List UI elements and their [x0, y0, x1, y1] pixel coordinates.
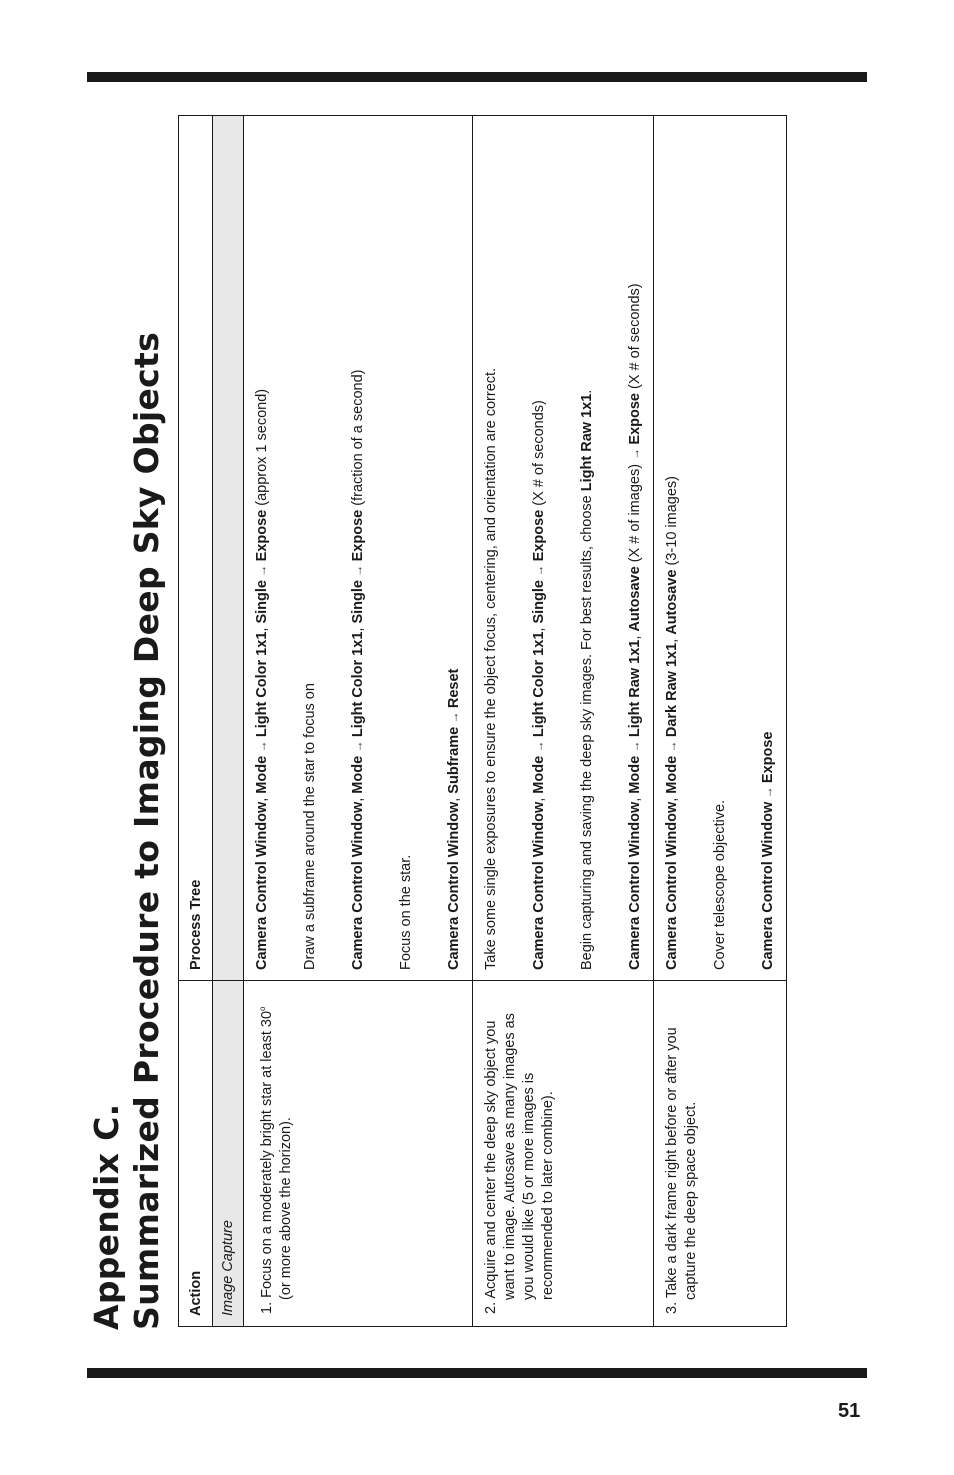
action-cell	[654, 981, 787, 1327]
process-cell	[654, 116, 787, 981]
arrow-icon: →	[628, 737, 642, 756]
section-label: Image Capture	[213, 981, 244, 1327]
action-text: 2. Acquire and center the deep sky object you want to image. Autosave as many images as you would like (5 or more images is recommended to later combine).	[483, 1013, 556, 1314]
process-step: Camera Control Window, Subframe → Reset	[446, 668, 462, 970]
process-step: Camera Control Window → Expose	[760, 731, 776, 970]
action-text: 1. Focus on a moderately bright star at least 30$^o$ (or more above the horizon).	[258, 1006, 294, 1314]
table-row	[244, 116, 473, 1327]
process-step: Camera Control Window, Mode → Light Color 1x1, Single → Expose (approx 1 second)	[254, 388, 270, 970]
process-step: Camera Control Window, Mode → Light Raw 1x1, Autosave (X # of images) → Expose (X # of seconds)	[627, 283, 643, 970]
degree-mark: o	[258, 1006, 267, 1011]
section-row	[213, 116, 244, 1327]
title-line-2: Summarized Procedure to Imaging Deep Sky Objects	[127, 331, 166, 1330]
arrow-icon: →	[628, 444, 642, 460]
page-title	[87, 110, 167, 1330]
procedure-table	[178, 115, 787, 1327]
arrow-icon: →	[532, 737, 546, 756]
title-line-1: Appendix C.	[87, 1103, 126, 1330]
arrow-icon: →	[447, 708, 461, 727]
arrow-icon: →	[255, 561, 269, 581]
process-cell	[244, 116, 473, 981]
arrow-icon: →	[255, 737, 269, 756]
section-empty	[213, 116, 244, 981]
table-row	[473, 116, 654, 1327]
process-step: Camera Control Window, Mode → Light Color 1x1, Single → Expose (fraction of a second)	[350, 369, 366, 970]
rotated-content	[87, 105, 817, 1335]
header-action: Action	[179, 981, 213, 1327]
top-rule	[87, 72, 867, 82]
arrow-icon: →	[532, 561, 546, 581]
action-text: 3. Take a dark frame right before or after you capture the deep space object.	[664, 1027, 699, 1314]
table-header-row	[179, 116, 213, 1327]
process-step: Focus on the star.	[398, 854, 414, 970]
action-cell	[473, 981, 654, 1327]
action-cell	[244, 981, 473, 1327]
page-number: 51	[838, 1400, 861, 1422]
header-process-tree: Process Tree	[179, 116, 213, 981]
process-step: Begin capturing and saving the deep sky images. For best results, choose Light Raw 1x1.	[579, 389, 595, 970]
process-step: Camera Control Window, Mode → Light Color 1x1, Single → Expose (X # of seconds)	[531, 400, 547, 970]
process-step: Cover telescope objective.	[712, 799, 728, 970]
arrow-icon: →	[761, 783, 775, 802]
process-step: Camera Control Window, Mode → Dark Raw 1x1, Autosave (3-10 images)	[664, 476, 680, 970]
arrow-icon: →	[351, 561, 365, 581]
arrow-icon: →	[665, 737, 679, 756]
bottom-rule	[87, 1368, 867, 1378]
table-row	[654, 116, 787, 1327]
process-step: Draw a subframe around the star to focus on	[302, 683, 318, 970]
process-cell	[473, 116, 654, 981]
arrow-icon: →	[351, 737, 365, 756]
process-step: Take some single exposures to ensure the object focus, centering, and orientation are correct.	[483, 367, 499, 970]
